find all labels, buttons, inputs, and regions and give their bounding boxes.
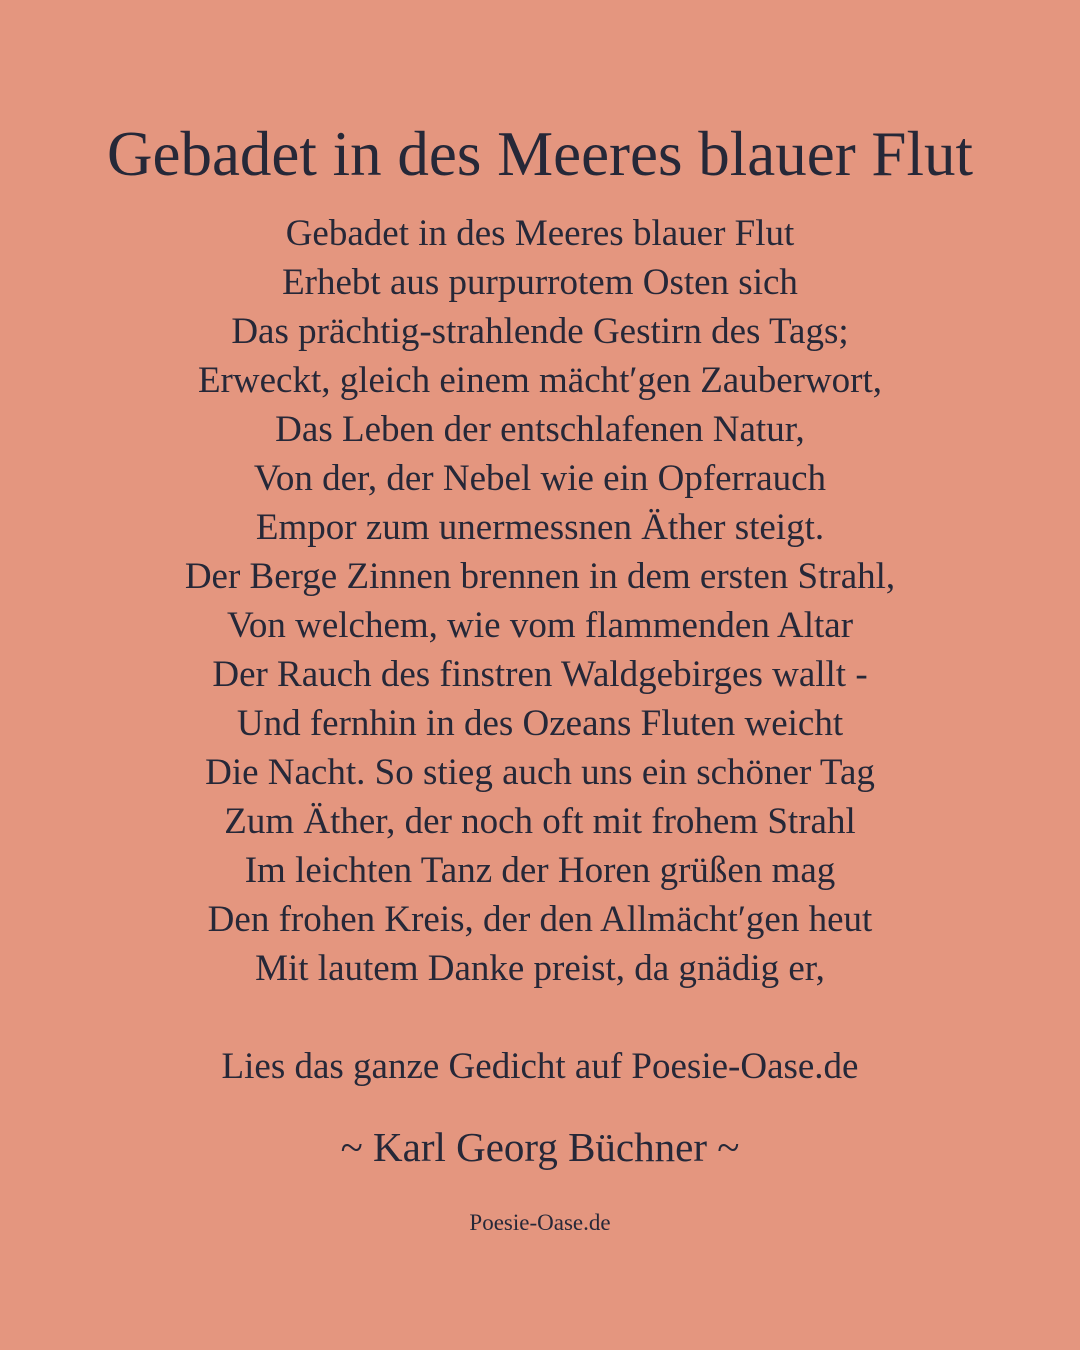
poem-line: Und fernhin in des Ozeans Fluten weicht: [236, 703, 844, 744]
poem-line: Das Leben der entschlafenen Natur,: [275, 409, 805, 450]
poem-author: ~ Karl Georg Büchner ~: [340, 1124, 740, 1170]
poem-line: Zum Äther, der noch oft mit frohem Strahl: [224, 801, 856, 842]
poem-body: [0, 209, 1080, 993]
poem-line: Die Nacht. So stieg auch uns ein schöner Tag: [205, 752, 875, 793]
poem-line: Mit lautem Danke preist, da gnädig er,: [255, 948, 825, 989]
poem-line: Erweckt, gleich einem mächt′gen Zauberwort,: [197, 360, 883, 401]
poem-line: Empor zum unermessnen Äther steigt.: [255, 507, 825, 548]
poem-line: Von der, der Nebel wie ein Opferrauch: [253, 458, 827, 499]
poem-line: Gebadet in des Meeres blauer Flut: [285, 213, 795, 254]
poem-line: Das prächtig-strahlende Gestirn des Tags;: [231, 311, 849, 352]
poem-line: Der Rauch des finstren Waldgebirges wallt -: [212, 654, 868, 695]
site-credit: Poesie-Oase.de: [469, 1210, 611, 1235]
poem-line: Im leichten Tanz der Horen grüßen mag: [244, 850, 836, 891]
poem-title: Gebadet in des Meeres blauer Flut: [107, 119, 973, 189]
poem-line: Der Berge Zinnen brennen in dem ersten Strahl,: [184, 556, 896, 597]
poem-line: Von welchem, wie vom flammenden Altar: [226, 605, 854, 646]
poem-line: Den frohen Kreis, der den Allmächt′gen heut: [207, 899, 873, 940]
poem-line: Erhebt aus purpurrotem Osten sich: [282, 262, 798, 303]
read-full-poem-text: Lies das ganze Gedicht auf Poesie-Oase.de: [221, 1046, 859, 1087]
